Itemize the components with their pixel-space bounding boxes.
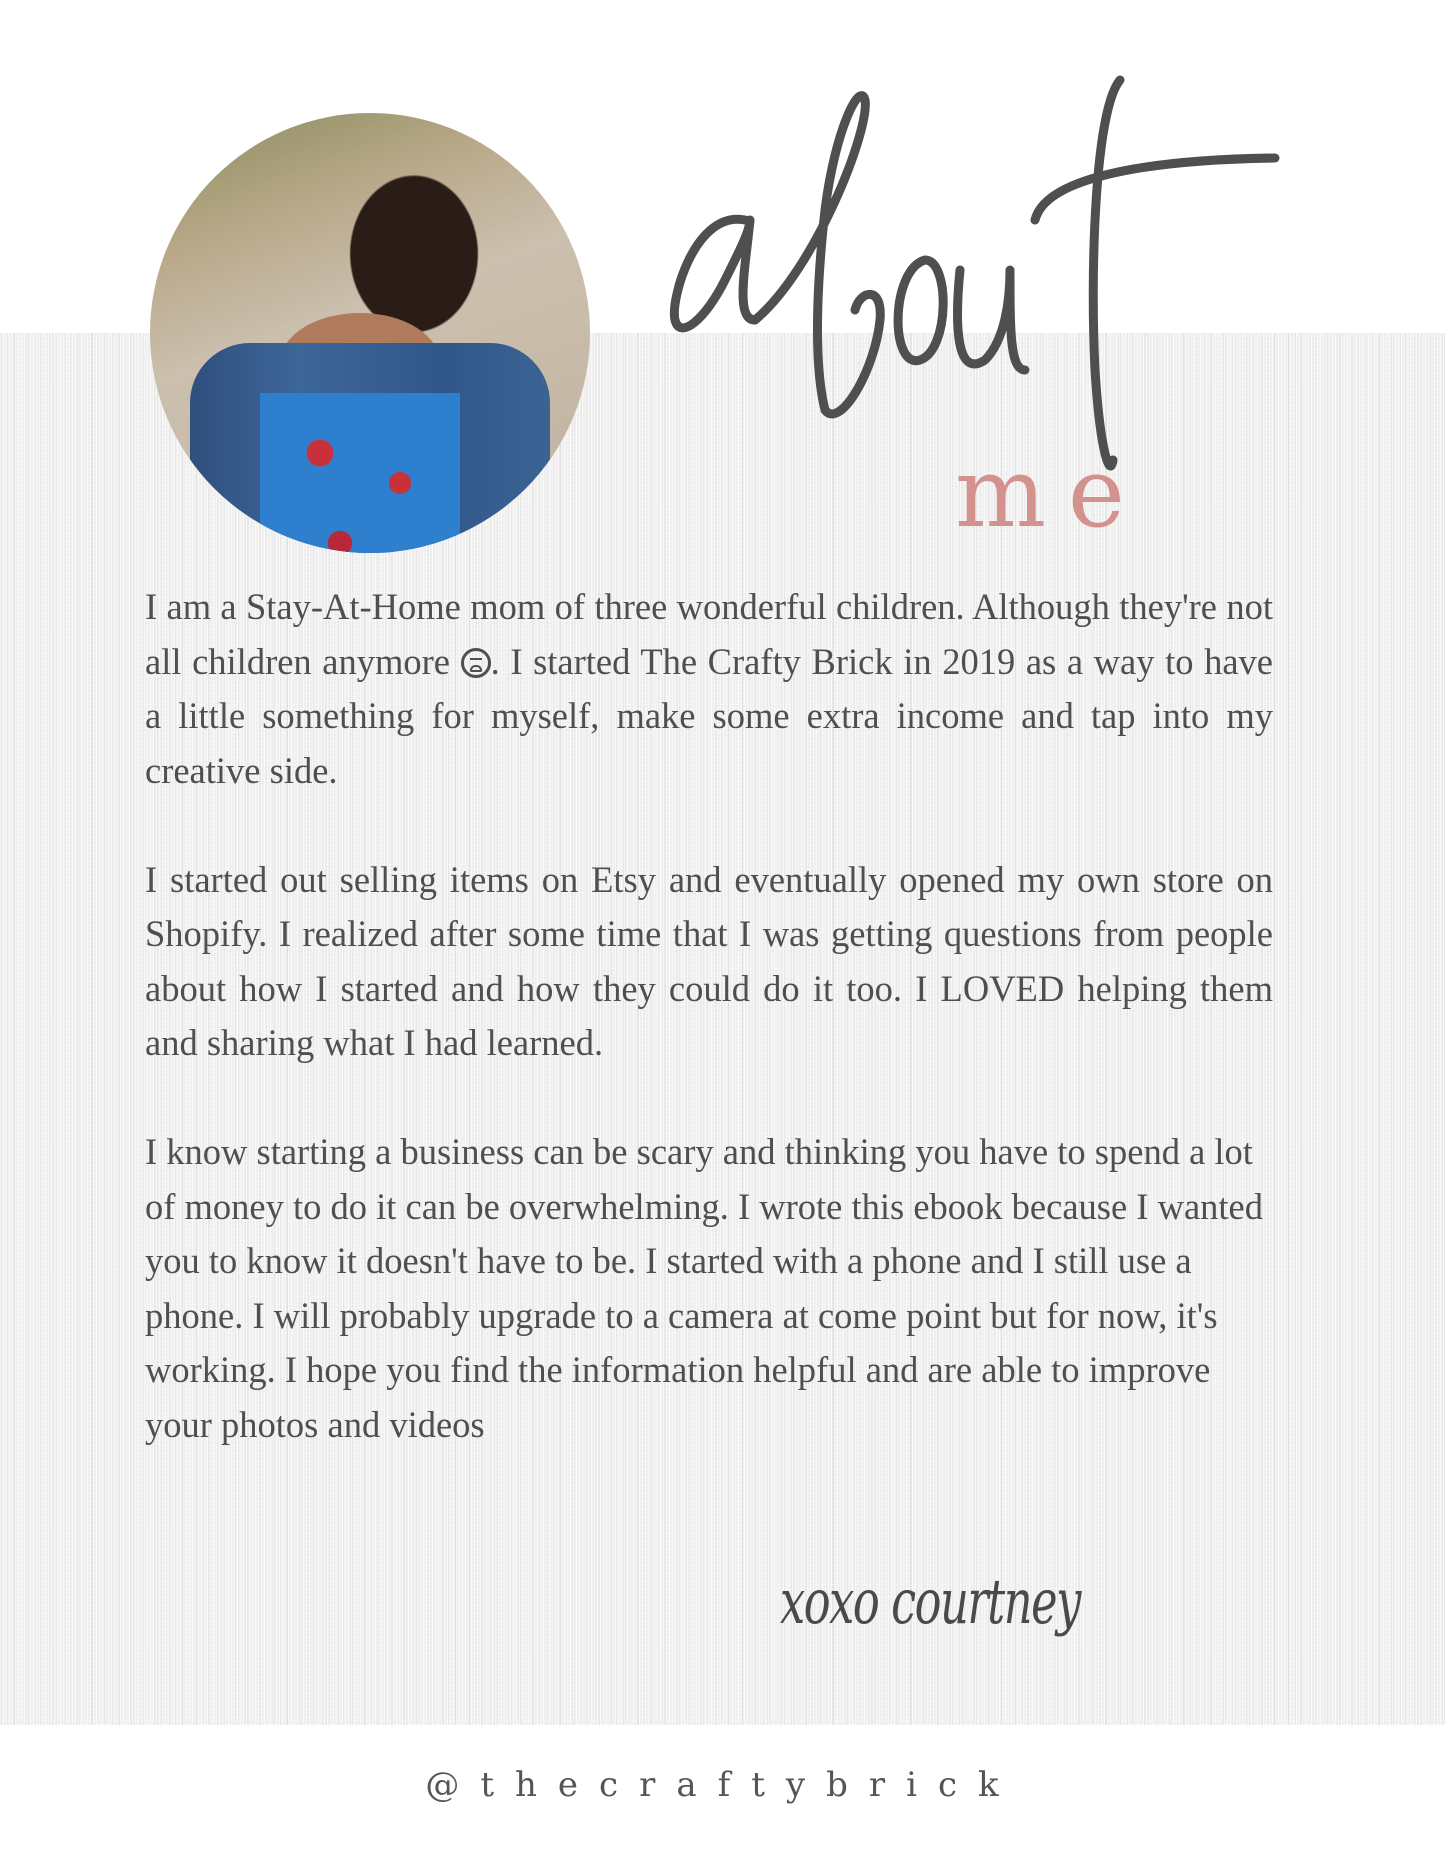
signoff-signature: xoxo courtney xyxy=(780,1565,1080,1638)
me-accent-title: me xyxy=(955,437,1147,549)
photo-floral-dress xyxy=(260,393,460,553)
weary-face-icon xyxy=(461,648,491,678)
about-body xyxy=(145,580,1273,1452)
profile-photo xyxy=(150,113,590,553)
paragraph-etsy-shopify: I started out selling items on Etsy and eventually opened my own store on Shopify. I realized after some time that I was getting questions from people about how I started and how they could do it too. I LOVED helping them and sharing what I had learned. xyxy=(145,858,1273,1063)
paragraph-intro: I am a Stay-At-Home mom of three wonderful children. Although they're not all children anymore . I started The Crafty Brick in 2019 as a way to have a little something for myself, make some extra income and tap into my creative side. xyxy=(145,586,1273,791)
about-script-title xyxy=(665,70,1365,490)
social-handle: @thecraftybrick xyxy=(425,1765,1020,1805)
paragraph-ebook: I know starting a business can be scary and thinking you have to spend a lot of money to do it can be overwhelming. I wrote this ebook because I wanted you to know it doesn't have to be. I started with a phone and I still use a phone. I will probably upgrade to a camera at come point but for now, it's working. I hope you find the information helpful and are able to improve your photos and videos xyxy=(145,1131,1263,1445)
